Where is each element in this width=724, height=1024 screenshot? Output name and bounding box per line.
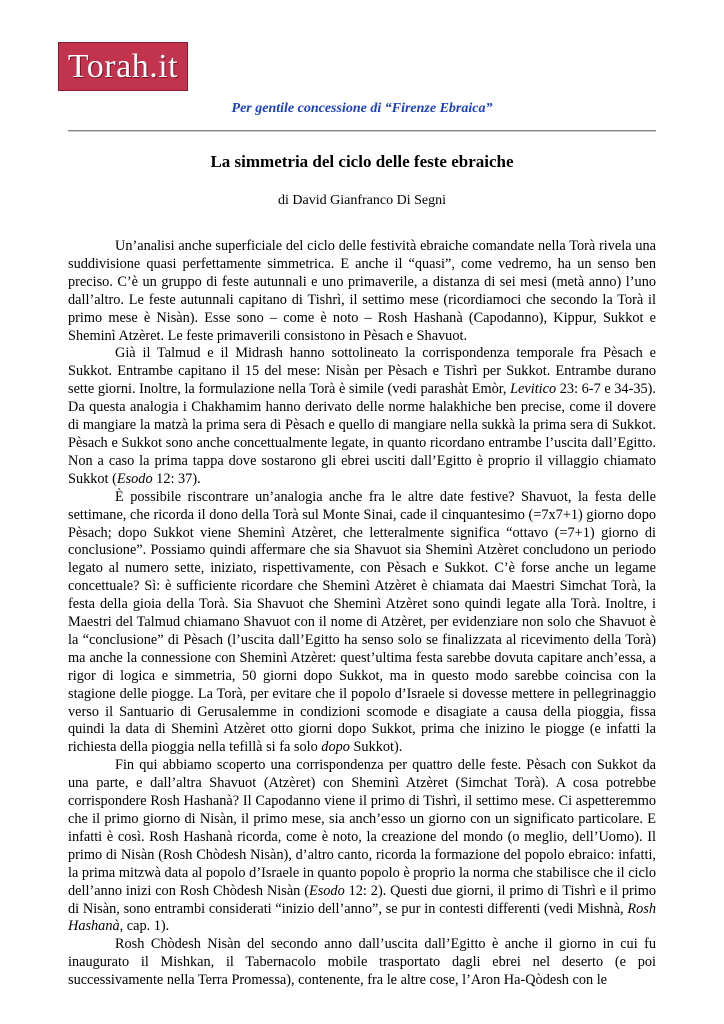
book-reference: Esodo (116, 470, 153, 487)
text-run: Rosh Chòdesh Nisàn del secondo anno dall’uscita dall’Egitto è anche il giorno in cui fu inaugurato il Mishkan, il Tabernacolo mobile trasportato dagli ebrei nel deserto (e poi successivamente nella Terra Promessa), contenente, fra le altre cose, l’Aron Ha-Qòdesh con le (68, 936, 656, 989)
header-divider (68, 130, 656, 132)
text-run: Sukkot). (349, 739, 403, 756)
book-reference: Rosh Hashanà (68, 900, 656, 935)
logo-text: Torah.it (67, 47, 179, 85)
paragraph (68, 345, 656, 488)
article-title: La simmetria del ciclo delle feste ebraiche (210, 152, 514, 171)
text-run: , cap. 1). (119, 918, 170, 935)
book-reference: Esodo (308, 882, 345, 899)
text-run: 12: 2). Questi due giorni, il primo di Tishrì e il primo di Nisàn, sono entrambi considerati “inizio dell’anno”, se pur in contesti differenti (vedi Mishnà, (68, 882, 656, 917)
paragraph (68, 238, 656, 345)
text-run: Già il Talmud e il Midrash hanno sottolineato la corrispondenza temporale fra Pèsach e Sukkot. Entrambe capitano il 15 del mese: Nisàn per Pèsach e Tishrì per Sukkot. Entrambe durano sette giorni. Inoltre, la formulazione nella Torà è simile (vedi parashàt Emòr, (68, 345, 656, 398)
book-reference: Levitico (510, 381, 557, 398)
paragraph (68, 489, 656, 758)
article-byline: di David Gianfranco Di Segni (278, 193, 446, 208)
emphasis: dopo (321, 739, 350, 756)
paragraph (68, 757, 656, 936)
text-run: 23: 6-7 e 34-35). Da questa analogia i Chakhamim hanno derivato delle norme halakhiche ben precise, come il dovere di mangiare la matzà la prima sera di Pèsach e quello di mangiare nella sukkà la prima sera di Sukkot. Pèsach e Sukkot sono anche concettualmente legate, in quanto ricordano entrambe l’uscita dall’Egitto. Non a caso la prima tappa dove sostarono gli ebrei usciti dall’Egitto è proprio il villaggio chiamato Sukkot ( (68, 381, 656, 487)
text-run: È possibile riscontrare un’analogia anche fra le altre date festive? Shavuot, la festa delle settimane, che ricorda il dono della Torà sul Monte Sinai, cade il cinquantesimo (=7x7+1) giorno dopo Pèsach; dopo Sukkot viene Sheminì Atzèret, che letteralmente significa “ottavo (=7+1) giorno di conclusione”. Possiamo quindi affermare che sia Shavuot sia Sheminì Atzèret concludono un periodo legato al numero sette, iniziato, rispettivamente, con Pèsach e Sukkot. C’è forse anche un legame concettuale? Sì: è sufficiente ricordare che Sheminì Atzèret è chiamata dai Maestri Simchat Torà, la festa della gioia della Torà. Sia Shavuot che Sheminì Atzèret sono quindi legate alla Torà. Inoltre, i Maestri del Talmud chiamano Shavuot con il nome di Atzèret, per evidenziare non solo che Shavuot è la “conclusione” di Pèsach (l’uscita dall’Egitto ha senso solo se finalizzata al ricevimento della Torà) ma anche la connessione con Sheminì Atzèret: quest’ultima festa sarebbe dovuta capitare anch’essa, a rigor di logica e simmetria, 50 giorni dopo Sukkot, ma in questo modo sarebbe coincisa con la stagione delle piogge. La Torà, per evitare che il popolo d’Israele si dovesse mettere in pellegrinaggio verso il Santuario di Gerusalemme in condizioni scomode e disagiate a causa della pioggia, fissa quindi la data di Sheminì Atzèret otto giorni dopo Sukkot, prima che inizino le piogge (e infatti la richiesta della pioggia nella tefillà si fa solo (68, 488, 656, 756)
paragraph (68, 936, 656, 990)
text-run: 12: 37). (152, 470, 201, 487)
torah-it-logo[interactable] (58, 42, 188, 91)
courtesy-note: Per gentile concessione di “Firenze Ebraica” (231, 101, 493, 116)
text-run: Fin qui abbiamo scoperto una corrispondenza per quattro delle feste. Pèsach con Sukkot da una parte, e dall’altra Shavuot (Atzèret) con Sheminì Atzèret (Simchat Torà). A cosa potrebbe corrispondere Rosh Hashanà? Il Capodanno viene il primo di Tishrì, il settimo mese. Ci aspetteremmo che il primo giorno di Nisàn, il primo mese, sia anch’esso un giorno con un significato particolare. E infatti è così. Rosh Hashanà ricorda, come è noto, la creazione del mondo (o meglio, dell’Uomo). Il primo di Nisàn (Rosh Chòdesh Nisàn), d’altro canto, ricorda la formazione del popolo ebraico: infatti, la prima mitzwà data al popolo d’Israele in quanto popolo è proprio la norma che stabilisce che il ciclo dell’anno inizi con Rosh Chòdesh Nisàn ( (68, 757, 656, 899)
article-body (68, 238, 656, 990)
text-run: Un’analisi anche superficiale del ciclo delle festività ebraiche comandate nella Torà rivela una suddivisione quasi perfettamente simmetrica. E anche il “quasi”, come vedremo, ha un senso ben preciso. C’è un gruppo di feste autunnali e uno primaverile, a distanza di sei mesi (metà anno) l’uno dall’altro. Le feste autunnali capitano di Tishrì, il settimo mese (ricordiamoci che secondo la Torà il primo mese è Nisàn). Esse sono – come è noto – Rosh Hashanà (Capodanno), Kippur, Sukkot e Sheminì Atzèret. Le feste primaverili consistono in Pèsach e Shavuot. (68, 238, 656, 344)
